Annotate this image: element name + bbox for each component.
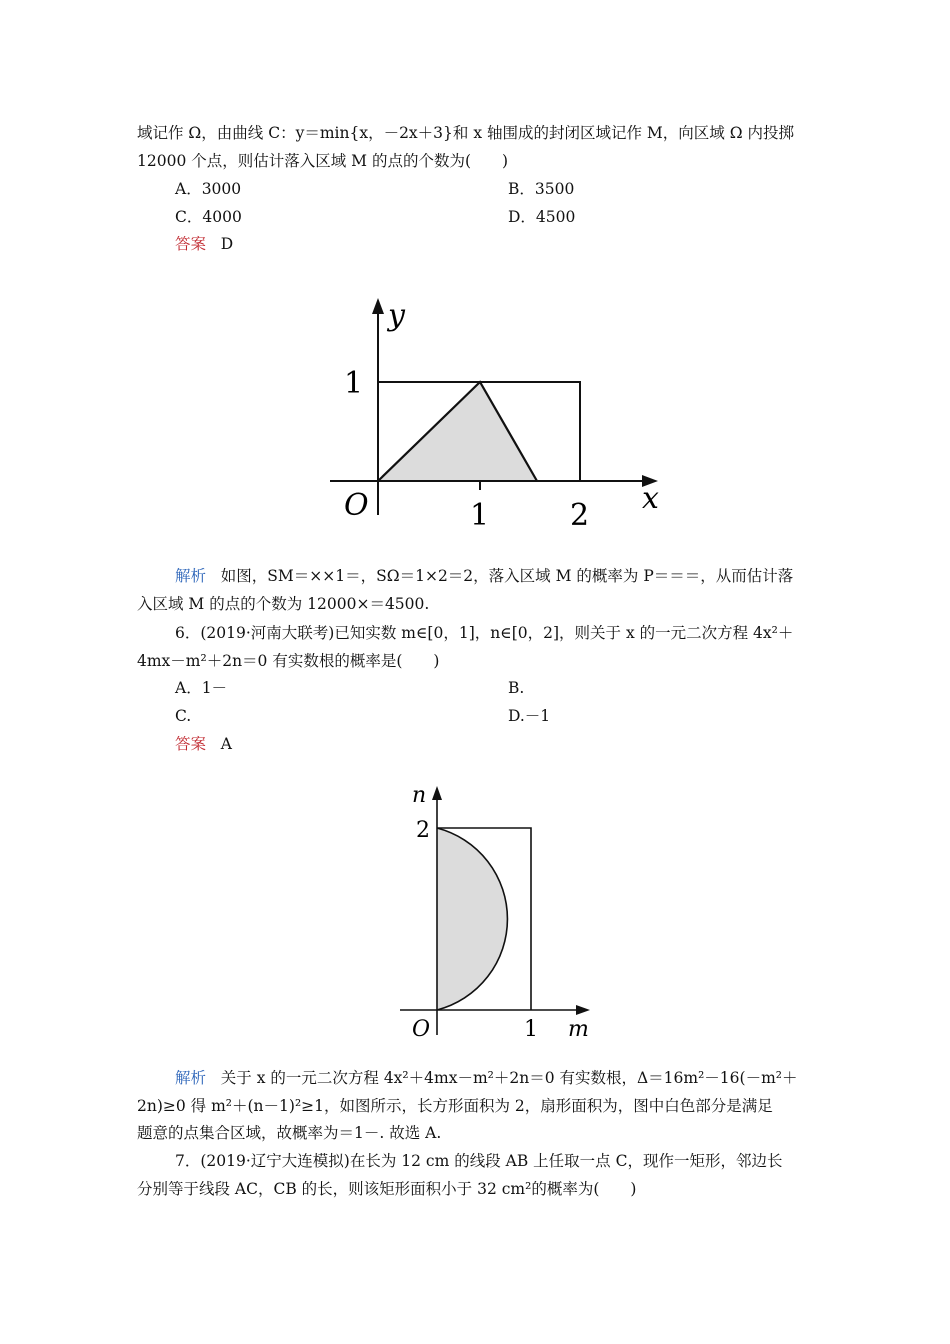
q6-option-a: A．1－ xyxy=(175,679,228,697)
q5-option-b: B．3500 xyxy=(508,180,575,198)
q5-stem-line2: 12000 个点，则估计落入区域 M 的点的个数为( ) xyxy=(137,152,509,170)
m-axis-label: m xyxy=(568,1017,589,1042)
q5-stem-line1: 域记作 Ω，由曲线 C：y＝min{x，－2x＋3}和 x 轴围成的封闭区域记作 M，向区域 Ω 内投掷 xyxy=(137,124,794,142)
q6-stem-line1: 6．(2019·河南大联考)已知实数 m∈[0，1]，n∈[0，2]，则关于 x 的一元二次方程 4x²＋ xyxy=(175,624,794,642)
answer-label: 答案 xyxy=(175,235,207,253)
origin-label: O xyxy=(412,1017,431,1042)
tick-x1-label: 1 xyxy=(470,498,490,533)
m-axis-arrow xyxy=(576,1005,590,1015)
q6-option-c: C. xyxy=(175,707,192,725)
q6-analysis-line2: 2n)≥0 得 m²＋(n－1)²≥1，如图所示，长方形面积为 2，扇形面积为，图中白色部分是满足 xyxy=(137,1097,773,1115)
q7-stem-line2: 分别等于线段 AC，CB 的长，则该矩形面积小于 32 cm²的概率为( ) xyxy=(137,1180,637,1198)
y-axis-arrow xyxy=(372,298,384,314)
q6-option-b: B. xyxy=(508,679,525,697)
q5-analysis-line1: 解析 如图，SM＝××1＝，SΩ＝1×2＝2，落入区域 M 的概率为 P＝＝＝，从而估计落 xyxy=(175,567,794,585)
n-axis-arrow xyxy=(432,786,442,800)
q5-answer xyxy=(175,234,233,254)
q5-option-a: A．3000 xyxy=(175,180,242,198)
q7-stem-line1: 7．(2019·辽宁大连模拟)在长为 12 cm 的线段 AB 上任取一点 C，现作一矩形，邻边长 xyxy=(175,1152,783,1170)
region-m-shade xyxy=(378,382,537,481)
q5-analysis-line2: 入区域 M 的点的个数为 12000×＝4500. xyxy=(137,595,430,613)
tick-m1-label: 1 xyxy=(524,1017,538,1042)
q5-option-d: D．4500 xyxy=(508,208,576,226)
n-axis-label: n xyxy=(412,783,427,808)
q6-analysis-line1: 解析 关于 x 的一元二次方程 4x²＋4mx－m²＋2n＝0 有实数根，Δ＝16m²－16(－m²＋ xyxy=(175,1069,798,1087)
analysis-label: 解析 xyxy=(175,1069,207,1087)
figure-triangle-region xyxy=(320,290,670,540)
q6-option-d: D.－1 xyxy=(508,707,551,725)
answer-label: 答案 xyxy=(175,735,207,753)
tick-x2-label: 2 xyxy=(570,498,590,533)
tick-n2-label: 2 xyxy=(416,818,430,843)
answer-value: A xyxy=(220,735,232,753)
q5-option-c: C．4000 xyxy=(175,208,242,226)
x-axis-label: x xyxy=(642,481,659,516)
answer-value: D xyxy=(220,235,234,253)
origin-label: O xyxy=(344,488,369,523)
analysis-label: 解析 xyxy=(175,567,207,585)
tick-y1-label: 1 xyxy=(344,366,364,401)
q6-answer xyxy=(175,734,232,754)
y-axis-label: y xyxy=(388,298,405,333)
figure-semicircle-region xyxy=(390,780,610,1045)
q6-stem-line2: 4mx－m²＋2n＝0 有实数根的概率是( ) xyxy=(137,652,440,670)
semicircle-shade xyxy=(437,828,507,1010)
q6-analysis-line3: 题意的点集合区域，故概率为＝1－. 故选 A. xyxy=(137,1124,442,1142)
